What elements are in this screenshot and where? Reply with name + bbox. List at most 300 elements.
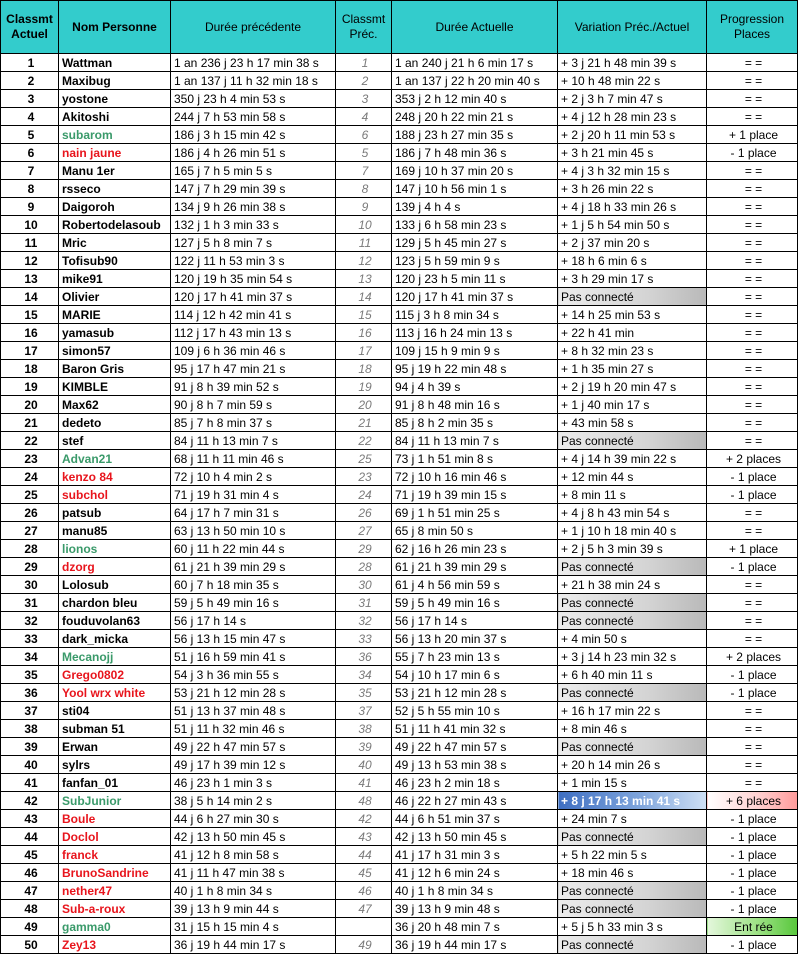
table-row — [1, 828, 798, 846]
prev-duration-cell: 41 j 11 h 47 min 38 s — [171, 864, 336, 882]
variation-cell: + 3 h 21 min 45 s — [558, 144, 707, 162]
progress-cell: - 1 place — [707, 684, 798, 702]
name-cell: SubJunior — [59, 792, 171, 810]
rank-cell: 13 — [1, 270, 59, 288]
table-row — [1, 54, 798, 72]
header-cur-duration: Durée Actuelle — [392, 1, 558, 54]
name-cell: MARIE — [59, 306, 171, 324]
rank-cell: 16 — [1, 324, 59, 342]
rank-cell: 29 — [1, 558, 59, 576]
prev-duration-cell: 60 j 11 h 22 min 44 s — [171, 540, 336, 558]
cur-duration-cell: 41 j 12 h 6 min 24 s — [392, 864, 558, 882]
prev-rank-cell — [336, 918, 392, 936]
prev-rank-cell: 10 — [336, 216, 392, 234]
prev-duration-cell: 186 j 3 h 15 min 42 s — [171, 126, 336, 144]
table-row — [1, 216, 798, 234]
prev-rank-cell: 37 — [336, 702, 392, 720]
progress-cell: + 2 places — [707, 450, 798, 468]
cur-duration-cell: 169 j 10 h 37 min 20 s — [392, 162, 558, 180]
cur-duration-cell: 55 j 7 h 23 min 13 s — [392, 648, 558, 666]
rank-cell: 22 — [1, 432, 59, 450]
table-row — [1, 720, 798, 738]
prev-duration-cell: 1 an 137 j 11 h 32 min 18 s — [171, 72, 336, 90]
rank-cell: 35 — [1, 666, 59, 684]
prev-duration-cell: 114 j 12 h 42 min 41 s — [171, 306, 336, 324]
name-cell: dark_micka — [59, 630, 171, 648]
rank-cell: 38 — [1, 720, 59, 738]
rank-cell: 49 — [1, 918, 59, 936]
prev-duration-cell: 68 j 11 h 11 min 46 s — [171, 450, 336, 468]
name-cell: Akitoshi — [59, 108, 171, 126]
progress-cell: = = — [707, 504, 798, 522]
rank-cell: 23 — [1, 450, 59, 468]
table-row — [1, 198, 798, 216]
variation-cell: + 18 h 6 min 6 s — [558, 252, 707, 270]
progress-cell: - 1 place — [707, 882, 798, 900]
variation-cell: + 2 j 3 h 7 min 47 s — [558, 90, 707, 108]
progress-cell: = = — [707, 306, 798, 324]
variation-cell: + 4 j 18 h 33 min 26 s — [558, 198, 707, 216]
progress-cell: = = — [707, 702, 798, 720]
variation-cell: Pas connecté — [558, 828, 707, 846]
table-row — [1, 396, 798, 414]
progress-cell: - 1 place — [707, 558, 798, 576]
rank-cell: 9 — [1, 198, 59, 216]
prev-duration-cell: 134 j 9 h 26 min 38 s — [171, 198, 336, 216]
progress-cell: = = — [707, 396, 798, 414]
table-row — [1, 702, 798, 720]
variation-cell: + 8 h 32 min 23 s — [558, 342, 707, 360]
table-row — [1, 684, 798, 702]
prev-rank-cell: 46 — [336, 882, 392, 900]
progress-cell: = = — [707, 72, 798, 90]
prev-duration-cell: 350 j 23 h 4 min 53 s — [171, 90, 336, 108]
rank-cell: 34 — [1, 648, 59, 666]
name-cell: Erwan — [59, 738, 171, 756]
prev-rank-cell: 9 — [336, 198, 392, 216]
table-row — [1, 882, 798, 900]
table-row — [1, 252, 798, 270]
cur-duration-cell: 61 j 21 h 39 min 29 s — [392, 558, 558, 576]
prev-rank-cell: 24 — [336, 486, 392, 504]
rank-cell: 25 — [1, 486, 59, 504]
table-row — [1, 414, 798, 432]
rank-cell: 6 — [1, 144, 59, 162]
variation-cell: + 8 min 11 s — [558, 486, 707, 504]
name-cell: yostone — [59, 90, 171, 108]
name-cell: Advan21 — [59, 450, 171, 468]
prev-duration-cell: 1 an 236 j 23 h 17 min 38 s — [171, 54, 336, 72]
progress-cell: = = — [707, 360, 798, 378]
name-cell: Boule — [59, 810, 171, 828]
prev-rank-cell: 41 — [336, 774, 392, 792]
prev-rank-cell: 16 — [336, 324, 392, 342]
prev-rank-cell: 19 — [336, 378, 392, 396]
prev-duration-cell: 39 j 13 h 9 min 44 s — [171, 900, 336, 918]
name-cell: Zey13 — [59, 936, 171, 954]
variation-cell: + 10 h 48 min 22 s — [558, 72, 707, 90]
name-cell: rsseco — [59, 180, 171, 198]
prev-duration-cell: 64 j 17 h 7 min 31 s — [171, 504, 336, 522]
variation-cell: Pas connecté — [558, 738, 707, 756]
table-row — [1, 486, 798, 504]
name-cell: nain jaune — [59, 144, 171, 162]
variation-cell: Pas connecté — [558, 684, 707, 702]
table-row — [1, 180, 798, 198]
rank-cell: 28 — [1, 540, 59, 558]
variation-cell: + 24 min 7 s — [558, 810, 707, 828]
progress-cell: + 1 place — [707, 540, 798, 558]
cur-duration-cell: 41 j 17 h 31 min 3 s — [392, 846, 558, 864]
rank-cell: 18 — [1, 360, 59, 378]
name-cell: gamma0 — [59, 918, 171, 936]
prev-rank-cell: 6 — [336, 126, 392, 144]
rank-cell: 32 — [1, 612, 59, 630]
prev-rank-cell: 21 — [336, 414, 392, 432]
progress-cell: = = — [707, 108, 798, 126]
table-row — [1, 108, 798, 126]
prev-rank-cell: 15 — [336, 306, 392, 324]
name-cell: Baron Gris — [59, 360, 171, 378]
rank-cell: 3 — [1, 90, 59, 108]
cur-duration-cell: 85 j 8 h 2 min 35 s — [392, 414, 558, 432]
prev-rank-cell: 47 — [336, 900, 392, 918]
table-row — [1, 234, 798, 252]
variation-cell: + 14 h 25 min 53 s — [558, 306, 707, 324]
progress-cell: = = — [707, 252, 798, 270]
cur-duration-cell: 71 j 19 h 39 min 15 s — [392, 486, 558, 504]
name-cell: fanfan_01 — [59, 774, 171, 792]
rank-cell: 21 — [1, 414, 59, 432]
progress-cell: + 2 places — [707, 648, 798, 666]
rank-cell: 12 — [1, 252, 59, 270]
prev-rank-cell: 49 — [336, 936, 392, 954]
cur-duration-cell: 56 j 13 h 20 min 37 s — [392, 630, 558, 648]
prev-duration-cell: 51 j 13 h 37 min 48 s — [171, 702, 336, 720]
name-cell: Doclol — [59, 828, 171, 846]
prev-duration-cell: 36 j 19 h 44 min 17 s — [171, 936, 336, 954]
name-cell: Max62 — [59, 396, 171, 414]
variation-cell: + 1 j 10 h 18 min 40 s — [558, 522, 707, 540]
variation-cell: + 12 min 44 s — [558, 468, 707, 486]
prev-rank-cell: 23 — [336, 468, 392, 486]
prev-duration-cell: 56 j 17 h 14 s — [171, 612, 336, 630]
prev-rank-cell: 20 — [336, 396, 392, 414]
variation-cell: + 43 min 58 s — [558, 414, 707, 432]
name-cell: dedeto — [59, 414, 171, 432]
progress-cell: = = — [707, 630, 798, 648]
rank-cell: 41 — [1, 774, 59, 792]
prev-rank-cell: 25 — [336, 450, 392, 468]
prev-duration-cell: 165 j 7 h 5 min 5 s — [171, 162, 336, 180]
variation-cell: + 22 h 41 min — [558, 324, 707, 342]
cur-duration-cell: 59 j 5 h 49 min 16 s — [392, 594, 558, 612]
prev-duration-cell: 60 j 7 h 18 min 35 s — [171, 576, 336, 594]
variation-cell: Pas connecté — [558, 432, 707, 450]
rank-cell: 40 — [1, 756, 59, 774]
prev-rank-cell: 35 — [336, 684, 392, 702]
prev-duration-cell: 31 j 15 h 15 min 4 s — [171, 918, 336, 936]
progress-cell: = = — [707, 774, 798, 792]
table-row — [1, 522, 798, 540]
header-prev-rank: Classmt Préc. — [336, 1, 392, 54]
header-name: Nom Personne — [59, 1, 171, 54]
prev-duration-cell: 244 j 7 h 53 min 58 s — [171, 108, 336, 126]
cur-duration-cell: 46 j 23 h 2 min 18 s — [392, 774, 558, 792]
rank-cell: 2 — [1, 72, 59, 90]
rank-cell: 11 — [1, 234, 59, 252]
variation-cell: + 1 min 15 s — [558, 774, 707, 792]
header-prev-duration: Durée précédente — [171, 1, 336, 54]
cur-duration-cell: 40 j 1 h 8 min 34 s — [392, 882, 558, 900]
name-cell: yamasub — [59, 324, 171, 342]
rank-cell: 20 — [1, 396, 59, 414]
prev-rank-cell: 48 — [336, 792, 392, 810]
prev-rank-cell: 38 — [336, 720, 392, 738]
cur-duration-cell: 186 j 7 h 48 min 36 s — [392, 144, 558, 162]
prev-rank-cell: 42 — [336, 810, 392, 828]
rank-cell: 46 — [1, 864, 59, 882]
rank-cell: 8 — [1, 180, 59, 198]
table-row — [1, 810, 798, 828]
name-cell: Mecanojj — [59, 648, 171, 666]
prev-rank-cell: 18 — [336, 360, 392, 378]
variation-cell: + 4 j 3 h 32 min 15 s — [558, 162, 707, 180]
prev-rank-cell: 29 — [336, 540, 392, 558]
variation-cell: + 1 j 40 min 17 s — [558, 396, 707, 414]
variation-cell: Pas connecté — [558, 612, 707, 630]
rank-cell: 5 — [1, 126, 59, 144]
prev-rank-cell: 27 — [336, 522, 392, 540]
name-cell: Daigoroh — [59, 198, 171, 216]
table-row — [1, 450, 798, 468]
prev-rank-cell: 43 — [336, 828, 392, 846]
progress-cell: - 1 place — [707, 810, 798, 828]
table-row — [1, 936, 798, 954]
cur-duration-cell: 188 j 23 h 27 min 35 s — [392, 126, 558, 144]
name-cell: subman 51 — [59, 720, 171, 738]
progress-cell: = = — [707, 180, 798, 198]
table-row — [1, 360, 798, 378]
cur-duration-cell: 123 j 5 h 59 min 9 s — [392, 252, 558, 270]
prev-duration-cell: 49 j 17 h 39 min 12 s — [171, 756, 336, 774]
variation-cell: Pas connecté — [558, 288, 707, 306]
cur-duration-cell: 46 j 22 h 27 min 43 s — [392, 792, 558, 810]
table-row — [1, 648, 798, 666]
variation-cell: + 2 j 19 h 20 min 47 s — [558, 378, 707, 396]
rank-cell: 15 — [1, 306, 59, 324]
variation-cell: Pas connecté — [558, 882, 707, 900]
cur-duration-cell: 147 j 10 h 56 min 1 s — [392, 180, 558, 198]
table-body — [1, 54, 798, 954]
name-cell: subchol — [59, 486, 171, 504]
prev-rank-cell: 44 — [336, 846, 392, 864]
prev-duration-cell: 63 j 13 h 50 min 10 s — [171, 522, 336, 540]
cur-duration-cell: 56 j 17 h 14 s — [392, 612, 558, 630]
name-cell: franck — [59, 846, 171, 864]
table-row — [1, 864, 798, 882]
name-cell: Wattman — [59, 54, 171, 72]
cur-duration-cell: 42 j 13 h 50 min 45 s — [392, 828, 558, 846]
prev-rank-cell: 11 — [336, 234, 392, 252]
table-row — [1, 666, 798, 684]
progress-cell: = = — [707, 90, 798, 108]
variation-cell: + 1 j 5 h 54 min 50 s — [558, 216, 707, 234]
rank-cell: 14 — [1, 288, 59, 306]
progress-cell: = = — [707, 594, 798, 612]
cur-duration-cell: 1 an 240 j 21 h 6 min 17 s — [392, 54, 558, 72]
rank-cell: 36 — [1, 684, 59, 702]
progress-cell: + 6 places — [707, 792, 798, 810]
table-row — [1, 846, 798, 864]
name-cell: Yool wrx white — [59, 684, 171, 702]
name-cell: fouduvolan63 — [59, 612, 171, 630]
variation-cell: + 5 h 22 min 5 s — [558, 846, 707, 864]
rank-cell: 44 — [1, 828, 59, 846]
cur-duration-cell: 36 j 20 h 48 min 7 s — [392, 918, 558, 936]
rank-cell: 50 — [1, 936, 59, 954]
table-row — [1, 270, 798, 288]
variation-cell: + 2 j 5 h 3 min 39 s — [558, 540, 707, 558]
table-row — [1, 126, 798, 144]
prev-duration-cell: 71 j 19 h 31 min 4 s — [171, 486, 336, 504]
name-cell: KIMBLE — [59, 378, 171, 396]
name-cell: BrunoSandrine — [59, 864, 171, 882]
prev-duration-cell: 49 j 22 h 47 min 57 s — [171, 738, 336, 756]
cur-duration-cell: 53 j 21 h 12 min 28 s — [392, 684, 558, 702]
variation-cell: Pas connecté — [558, 558, 707, 576]
variation-cell: + 16 h 17 min 22 s — [558, 702, 707, 720]
name-cell: lionos — [59, 540, 171, 558]
prev-duration-cell: 84 j 11 h 13 min 7 s — [171, 432, 336, 450]
name-cell: Olivier — [59, 288, 171, 306]
progress-cell: = = — [707, 162, 798, 180]
table-row — [1, 630, 798, 648]
table-row — [1, 324, 798, 342]
name-cell: subarom — [59, 126, 171, 144]
table-row — [1, 756, 798, 774]
rank-cell: 26 — [1, 504, 59, 522]
variation-cell: + 2 j 20 h 11 min 53 s — [558, 126, 707, 144]
table-row — [1, 612, 798, 630]
name-cell: nether47 — [59, 882, 171, 900]
table-row — [1, 378, 798, 396]
variation-cell: + 3 h 26 min 22 s — [558, 180, 707, 198]
variation-cell: Pas connecté — [558, 900, 707, 918]
progress-cell: - 1 place — [707, 846, 798, 864]
cur-duration-cell: 1 an 137 j 22 h 20 min 40 s — [392, 72, 558, 90]
cur-duration-cell: 120 j 23 h 5 min 11 s — [392, 270, 558, 288]
prev-duration-cell: 90 j 8 h 7 min 59 s — [171, 396, 336, 414]
table-row — [1, 540, 798, 558]
prev-duration-cell: 127 j 5 h 8 min 7 s — [171, 234, 336, 252]
name-cell: dzorg — [59, 558, 171, 576]
progress-cell: - 1 place — [707, 864, 798, 882]
name-cell: Grego0802 — [59, 666, 171, 684]
variation-cell: + 4 j 12 h 28 min 23 s — [558, 108, 707, 126]
name-cell: Manu 1er — [59, 162, 171, 180]
prev-rank-cell: 12 — [336, 252, 392, 270]
name-cell: Lolosub — [59, 576, 171, 594]
progress-cell: = = — [707, 216, 798, 234]
prev-rank-cell: 14 — [336, 288, 392, 306]
variation-cell: + 4 min 50 s — [558, 630, 707, 648]
prev-duration-cell: 147 j 7 h 29 min 39 s — [171, 180, 336, 198]
rank-cell: 33 — [1, 630, 59, 648]
prev-rank-cell: 32 — [336, 612, 392, 630]
prev-duration-cell: 44 j 6 h 27 min 30 s — [171, 810, 336, 828]
table-row — [1, 90, 798, 108]
progress-cell: = = — [707, 720, 798, 738]
prev-duration-cell: 120 j 19 h 35 min 54 s — [171, 270, 336, 288]
name-cell: Maxibug — [59, 72, 171, 90]
rank-cell: 37 — [1, 702, 59, 720]
progress-cell: = = — [707, 576, 798, 594]
variation-cell: + 3 h 29 min 17 s — [558, 270, 707, 288]
prev-rank-cell: 8 — [336, 180, 392, 198]
table-row — [1, 306, 798, 324]
prev-rank-cell: 17 — [336, 342, 392, 360]
variation-cell: Pas connecté — [558, 594, 707, 612]
variation-cell: + 3 j 14 h 23 min 32 s — [558, 648, 707, 666]
variation-cell: + 8 min 46 s — [558, 720, 707, 738]
prev-duration-cell: 54 j 3 h 36 min 55 s — [171, 666, 336, 684]
cur-duration-cell: 39 j 13 h 9 min 48 s — [392, 900, 558, 918]
table-row — [1, 792, 798, 810]
prev-rank-cell: 30 — [336, 576, 392, 594]
name-cell: Robertodelasoub — [59, 216, 171, 234]
prev-duration-cell: 132 j 1 h 3 min 33 s — [171, 216, 336, 234]
cur-duration-cell: 51 j 11 h 41 min 32 s — [392, 720, 558, 738]
prev-duration-cell: 85 j 7 h 8 min 37 s — [171, 414, 336, 432]
prev-rank-cell: 31 — [336, 594, 392, 612]
prev-rank-cell: 33 — [336, 630, 392, 648]
prev-duration-cell: 56 j 13 h 15 min 47 s — [171, 630, 336, 648]
cur-duration-cell: 94 j 4 h 39 s — [392, 378, 558, 396]
rank-cell: 17 — [1, 342, 59, 360]
table-row — [1, 162, 798, 180]
progress-cell: = = — [707, 198, 798, 216]
rank-cell: 45 — [1, 846, 59, 864]
prev-duration-cell: 91 j 8 h 39 min 52 s — [171, 378, 336, 396]
cur-duration-cell: 49 j 22 h 47 min 57 s — [392, 738, 558, 756]
prev-rank-cell: 7 — [336, 162, 392, 180]
cur-duration-cell: 120 j 17 h 41 min 37 s — [392, 288, 558, 306]
rank-cell: 19 — [1, 378, 59, 396]
prev-duration-cell: 38 j 5 h 14 min 2 s — [171, 792, 336, 810]
table-row — [1, 918, 798, 936]
progress-cell: = = — [707, 270, 798, 288]
table-row — [1, 738, 798, 756]
table-row — [1, 774, 798, 792]
progress-cell: = = — [707, 522, 798, 540]
progress-cell: - 1 place — [707, 486, 798, 504]
cur-duration-cell: 133 j 6 h 58 min 23 s — [392, 216, 558, 234]
variation-cell: + 4 j 8 h 43 min 54 s — [558, 504, 707, 522]
rank-cell: 48 — [1, 900, 59, 918]
progress-cell: Ent rée — [707, 918, 798, 936]
cur-duration-cell: 54 j 10 h 17 min 6 s — [392, 666, 558, 684]
table-row — [1, 72, 798, 90]
table-row — [1, 576, 798, 594]
progress-cell: = = — [707, 414, 798, 432]
rank-cell: 7 — [1, 162, 59, 180]
prev-rank-cell: 45 — [336, 864, 392, 882]
table-row — [1, 432, 798, 450]
prev-duration-cell: 186 j 4 h 26 min 51 s — [171, 144, 336, 162]
cur-duration-cell: 44 j 6 h 51 min 37 s — [392, 810, 558, 828]
name-cell: simon57 — [59, 342, 171, 360]
